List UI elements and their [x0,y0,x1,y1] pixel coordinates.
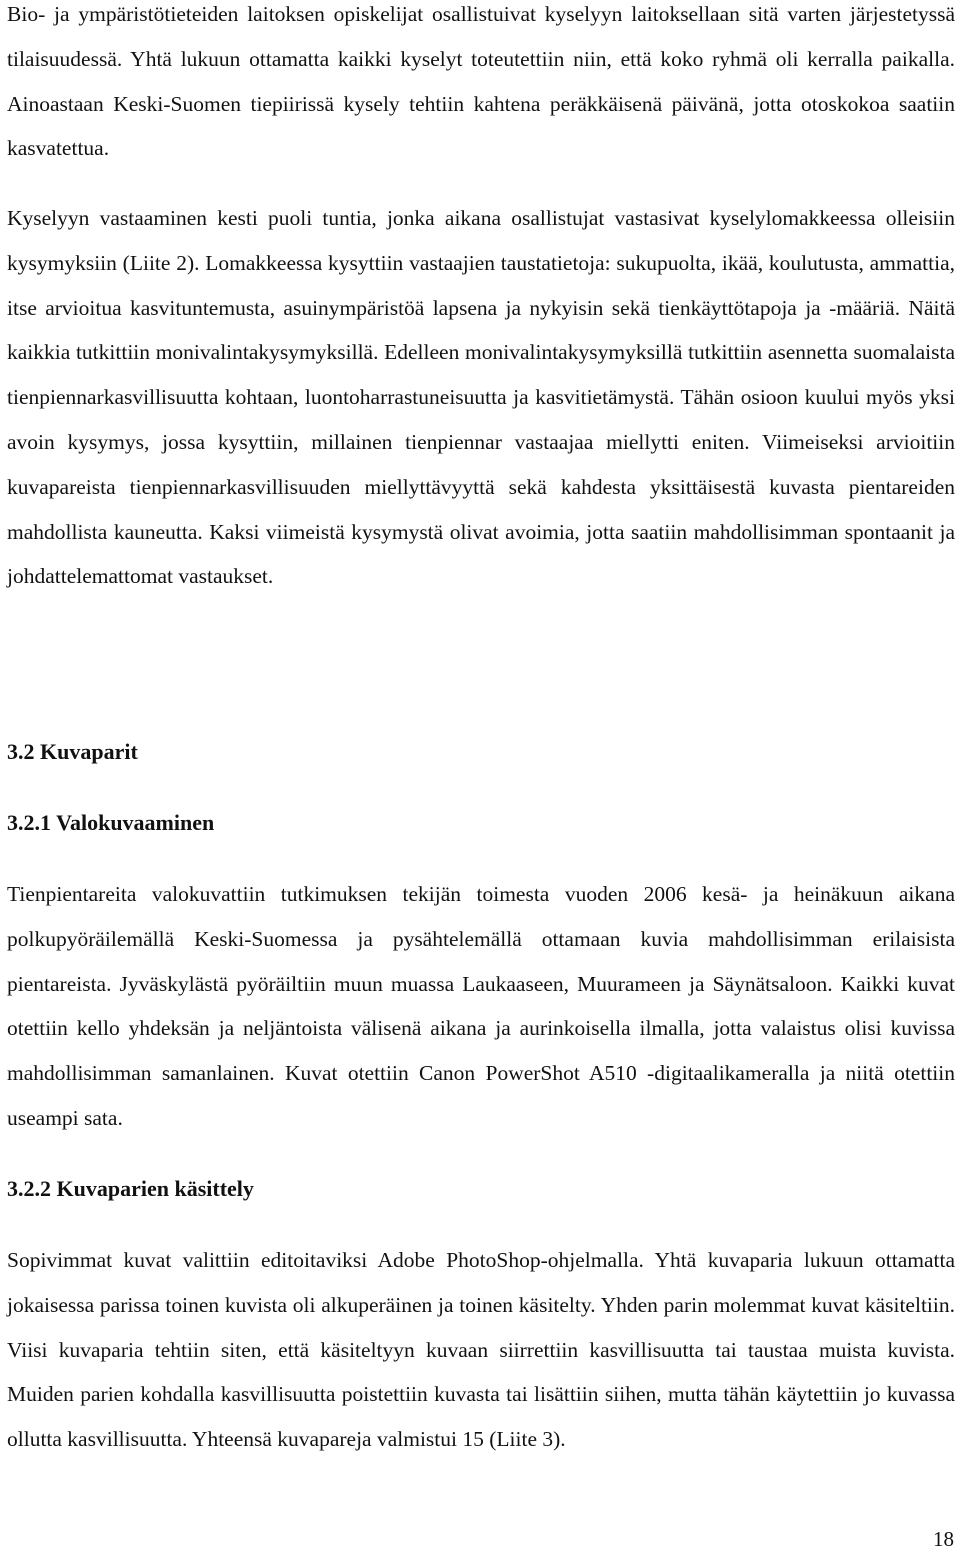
subsection-heading-processing: 3.2.2 Kuvaparien käsittely [7,1176,254,1201]
paragraph-intro: Bio- ja ympäristötieteiden laitoksen opiskelijat osallistuivat kyselyyn laitoksellaan sitä varten järjestetyssä tilaisuudessä. Yhtä lukuun ottamatta kaikki kyselyt toteutettiin niin, että koko ryhmä oli kerralla paikalla. Ainoastaan Keski-Suomen tiepiirissä kysely tehtiin kahtena peräkkäisenä päivänä, jotta otoskokoa saatiin kasvatettua. [7,2,955,161]
paragraph-survey: Kyselyyn vastaaminen kesti puoli tuntia, jonka aikana osallistujat vastasivat kyselylomakkeessa olleisiin kysymyksiin (Liite 2). Lomakkeessa kysyttiin vastaajien taustatietoja: sukupuolta, ikää, koulutusta, ammattia, itse arvioitua kasvituntemusta, asuinympäristöä lapsena ja nykyisin sekä tienkäyttötapoja ja -määriä. Näitä kaikkia tutkittiin monivalintakysymyksillä. Edelleen monivalintakysymyksillä tutkittiin asennetta suomalaista tienpiennarkasvillisuutta kohtaan, luontoharrastuneisuutta ja kasvitietämystä. Tähän osioon kuului myös yksi avoin kysymys, jossa kysyttiin, millainen tienpiennar vastaajaa miellytti eniten. Viimeiseksi arvioitiin kuvapareista tienpiennarkasvillisuuden miellyttävyyttä sekä kahdesta yksittäisestä kuvasta pientareiden mahdollista kauneutta. Kaksi viimeistä kysymystä olivat avoimia, jotta saatiin mahdollisimman spontaanit ja johdattelemattomat vastaukset. [7,206,955,589]
paragraph-photography: Tienpientareita valokuvattiin tutkimuksen tekijän toimesta vuoden 2006 kesä- ja heinäkuun aikana polkupyöräilemällä Keski-Suomessa ja pysähtelemällä ottamaan kuvia mahdollisimman erilaisista pientareista. Jyväskylästä pyöräiltiin muun muassa Laukaaseen, Muurameen ja Säynätsaloon. Kaikki kuvat otettiin kello yhdeksän ja neljäntoista välisenä aikana ja aurinkoisella ilmalla, jotta valaistus olisi kuvissa mahdollisimman samanlainen. Kuvat otettiin Canon PowerShot A510 -digitaalikameralla ja niitä otettiin useampi sata. [7,882,955,1130]
page-number: 18 [933,1527,954,1551]
section-heading: 3.2 Kuvaparit [7,739,138,764]
subsection-heading-photography: 3.2.1 Valokuvaaminen [7,810,215,835]
paragraph-processing: Sopivimmat kuvat valittiin editoitaviksi Adobe PhotoShop-ohjelmalla. Yhtä kuvaparia lukuun ottamatta jokaisessa parissa toinen kuvista oli alkuperäinen ja toinen käsitelty. Yhden parin molemmat kuvat käsiteltiin. Viisi kuvaparia tehtiin siten, että käsiteltyyn kuvaan siirrettiin kasvillisuutta tai taustaa muista kuvista. Muiden parien kohdalla kasvillisuutta poistettiin kuvasta tai lisättiin siihen, mutta tähän käytettiin jo kuvassa ollutta kasvillisuutta. Yhteensä kuvapareja valmistui 15 (Liite 3). [7,1248,955,1452]
